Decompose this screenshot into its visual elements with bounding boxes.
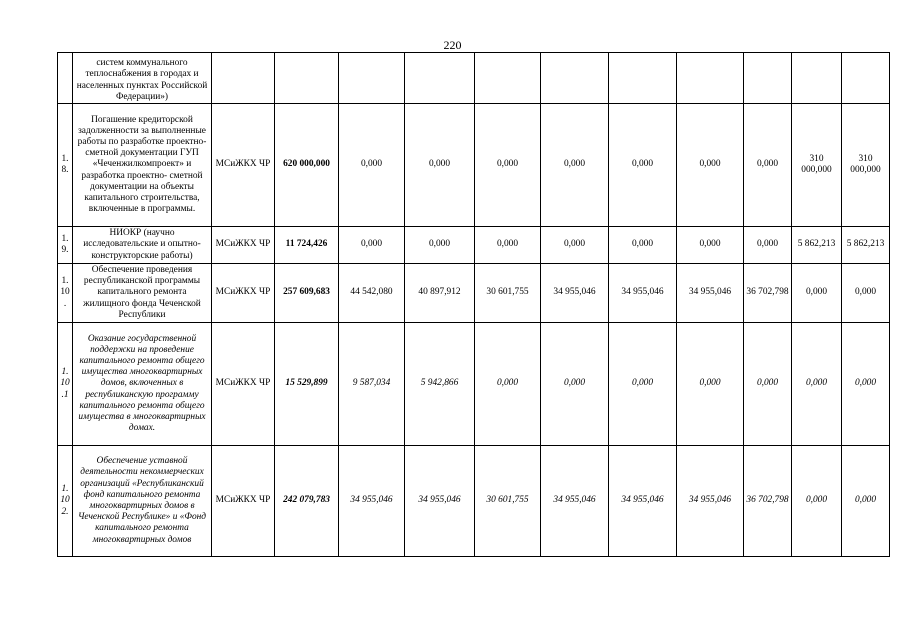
row-value bbox=[609, 53, 677, 104]
row-value: 5 862,213 bbox=[842, 227, 890, 264]
row-value: 9 587,034 bbox=[339, 323, 405, 446]
row-value: 0,000 bbox=[792, 264, 842, 323]
table-row bbox=[58, 227, 890, 264]
page-number: 220 bbox=[443, 38, 462, 52]
row-value: 5 942,866 bbox=[405, 323, 475, 446]
table-row bbox=[58, 53, 890, 104]
row-total: 15 529,899 bbox=[275, 323, 339, 446]
row-value: 34 955,046 bbox=[609, 264, 677, 323]
row-value: 30 601,755 bbox=[475, 264, 541, 323]
row-value bbox=[792, 53, 842, 104]
row-value: 44 542,080 bbox=[339, 264, 405, 323]
row-value: 34 955,046 bbox=[541, 264, 609, 323]
row-value: 0,000 bbox=[541, 323, 609, 446]
row-description: Обеспечение проведения республиканской программы капитального ремонта жилищного фонда Чеченской Республики bbox=[73, 264, 212, 323]
row-value: 0,000 bbox=[475, 323, 541, 446]
row-executor: МСиЖКХ ЧР bbox=[212, 264, 275, 323]
row-value bbox=[405, 53, 475, 104]
row-value: 0,000 bbox=[609, 104, 677, 227]
row-value: 0,000 bbox=[677, 104, 744, 227]
row-description: Обеспечение уставной деятельности некоммерческих организаций «Республиканский фонд капитального ремонта многоквартирных домов в Чеченской Республике» и «Фонд капитального ремонта многоквартирных домов bbox=[73, 446, 212, 557]
row-value: 40 897,912 bbox=[405, 264, 475, 323]
row-value: 0,000 bbox=[339, 227, 405, 264]
row-value: 34 955,046 bbox=[677, 446, 744, 557]
table-row bbox=[58, 323, 890, 446]
row-description: НИОКР (научно исследовательские и опытно-конструкторские работы) bbox=[73, 227, 212, 264]
row-value: 36 702,798 bbox=[744, 264, 792, 323]
row-description: систем коммунального теплоснабжения в городах и населенных пунктах Российской Федерации») bbox=[73, 53, 212, 104]
row-value: 0,000 bbox=[744, 323, 792, 446]
row-executor: МСиЖКХ ЧР bbox=[212, 323, 275, 446]
row-description: Оказание государственной поддержки на проведение капитального ремонта общего имущества многоквартирных домов, включенных в республиканскую программу капитального ремонта общего имущества в многоквартирных домах. bbox=[73, 323, 212, 446]
row-value: 0,000 bbox=[541, 227, 609, 264]
row-number: 1. 10 . bbox=[58, 264, 73, 323]
row-value: 0,000 bbox=[842, 323, 890, 446]
row-value: 0,000 bbox=[842, 446, 890, 557]
row-executor: МСиЖКХ ЧР bbox=[212, 446, 275, 557]
row-value: 0,000 bbox=[405, 227, 475, 264]
row-executor: МСиЖКХ ЧР bbox=[212, 104, 275, 227]
row-total: 11 724,426 bbox=[275, 227, 339, 264]
row-value bbox=[842, 53, 890, 104]
row-value bbox=[475, 53, 541, 104]
row-value: 0,000 bbox=[677, 323, 744, 446]
row-value: 34 955,046 bbox=[541, 446, 609, 557]
row-value bbox=[541, 53, 609, 104]
row-value: 0,000 bbox=[792, 323, 842, 446]
row-value: 34 955,046 bbox=[609, 446, 677, 557]
row-number: 1. 9. bbox=[58, 227, 73, 264]
row-value: 0,000 bbox=[541, 104, 609, 227]
row-value: 0,000 bbox=[475, 104, 541, 227]
row-value: 310 000,000 bbox=[792, 104, 842, 227]
row-executor: МСиЖКХ ЧР bbox=[212, 227, 275, 264]
row-number: 1. 10 2. bbox=[58, 446, 73, 557]
row-value: 36 702,798 bbox=[744, 446, 792, 557]
row-executor bbox=[212, 53, 275, 104]
row-value: 30 601,755 bbox=[475, 446, 541, 557]
table-row bbox=[58, 104, 890, 227]
row-value: 0,000 bbox=[339, 104, 405, 227]
row-value: 0,000 bbox=[842, 264, 890, 323]
row-number bbox=[58, 53, 73, 104]
row-number: 1. 8. bbox=[58, 104, 73, 227]
row-total: 257 609,683 bbox=[275, 264, 339, 323]
row-value: 0,000 bbox=[405, 104, 475, 227]
row-value: 0,000 bbox=[744, 227, 792, 264]
row-total: 242 079,783 bbox=[275, 446, 339, 557]
row-value: 0,000 bbox=[609, 323, 677, 446]
row-value: 34 955,046 bbox=[339, 446, 405, 557]
row-value bbox=[677, 53, 744, 104]
row-value: 310 000,000 bbox=[842, 104, 890, 227]
row-value: 0,000 bbox=[792, 446, 842, 557]
row-value bbox=[339, 53, 405, 104]
row-number: 1. 10 .1 bbox=[58, 323, 73, 446]
row-value: 5 862,213 bbox=[792, 227, 842, 264]
row-total bbox=[275, 53, 339, 104]
row-value: 34 955,046 bbox=[405, 446, 475, 557]
row-value: 34 955,046 bbox=[677, 264, 744, 323]
row-value: 0,000 bbox=[744, 104, 792, 227]
row-value: 0,000 bbox=[677, 227, 744, 264]
row-value: 0,000 bbox=[475, 227, 541, 264]
row-total: 620 000,000 bbox=[275, 104, 339, 227]
row-value bbox=[744, 53, 792, 104]
table-row bbox=[58, 446, 890, 557]
row-description: Погашение кредиторской задолженности за выполненные работы по разработке проектно- сметной документации ГУП «Чеченжилкомпроект» и разработка проектно- сметной документации на объекты капитального строительства, включенные в программы. bbox=[73, 104, 212, 227]
budget-table bbox=[57, 52, 890, 557]
row-value: 0,000 bbox=[609, 227, 677, 264]
table-row bbox=[58, 264, 890, 323]
